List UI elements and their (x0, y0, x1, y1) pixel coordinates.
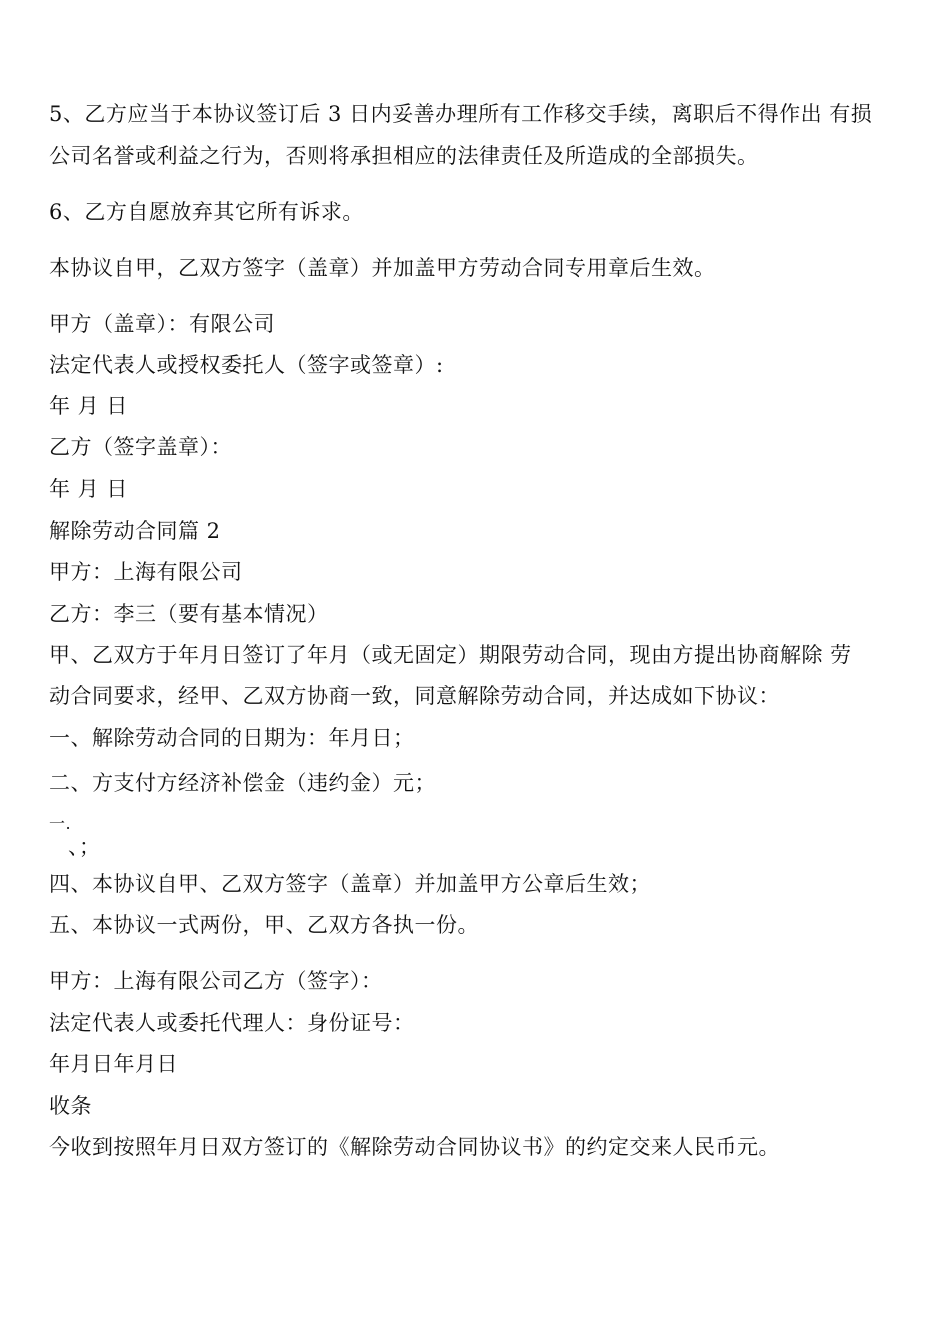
date-line-2: 年 月 日 (49, 477, 128, 501)
item-2: 二、方支付方经济补偿金（违约金）元； (49, 771, 436, 795)
item-5: 五、本协议一式两份，甲、乙双方各执一份。 (49, 913, 479, 937)
item-3-mark: 一. (49, 814, 72, 833)
signature-parties: 甲方：上海有限公司乙方（签字）： (49, 969, 383, 993)
receipt-text: 今收到按照年月日双方签订的《解除劳动合同协议书》的约定交来人民币元。 (49, 1135, 780, 1159)
date-line-1: 年 月 日 (49, 394, 128, 418)
section-title: 解除劳动合同篇 2 (49, 519, 221, 543)
clause-5-line-2: 公司名誉或利益之行为，否则将承担相应的法律责任及所造成的全部损失。 (49, 144, 759, 168)
intro-line-1: 甲、乙双方于年月日签订了年月（或无固定）期限劳动合同，现由方提出协商解除 劳 (49, 643, 852, 667)
item-4: 四、本协议自甲、乙双方签字（盖章）并加盖甲方公章后生效； (49, 872, 651, 896)
receipt-title: 收条 (49, 1094, 92, 1118)
party-a-seal: 甲方（盖章）：有限公司 (49, 312, 275, 336)
intro-line-2: 动合同要求，经甲、乙双方协商一致，同意解除劳动合同，并达成如下协议： (49, 684, 780, 708)
party-b: 乙方：李三（要有基本情况） (49, 602, 329, 626)
legal-rep-signature: 法定代表人或授权委托人（签字或签章）: (49, 353, 444, 377)
party-a: 甲方：上海有限公司 (49, 560, 243, 584)
item-3-rest: 、； (68, 835, 101, 859)
signature-dates: 年月日年月日 (49, 1052, 178, 1076)
party-b-signature: 乙方（签字盖章）： (49, 435, 232, 459)
clause-5-line-1: 5、乙方应当于本协议签订后 3 日内妥善办理所有工作移交手续，离职后不得作出 有损 (49, 102, 873, 126)
clause-6: 6、乙方自愿放弃其它所有诉求。 (49, 200, 364, 224)
signature-representative: 法定代表人或委托代理人：身份证号： (49, 1011, 415, 1035)
item-1: 一、解除劳动合同的日期为：年月日； (49, 726, 415, 750)
effective-clause: 本协议自甲，乙双方签字（盖章）并加盖甲方劳动合同专用章后生效。 (49, 256, 716, 280)
